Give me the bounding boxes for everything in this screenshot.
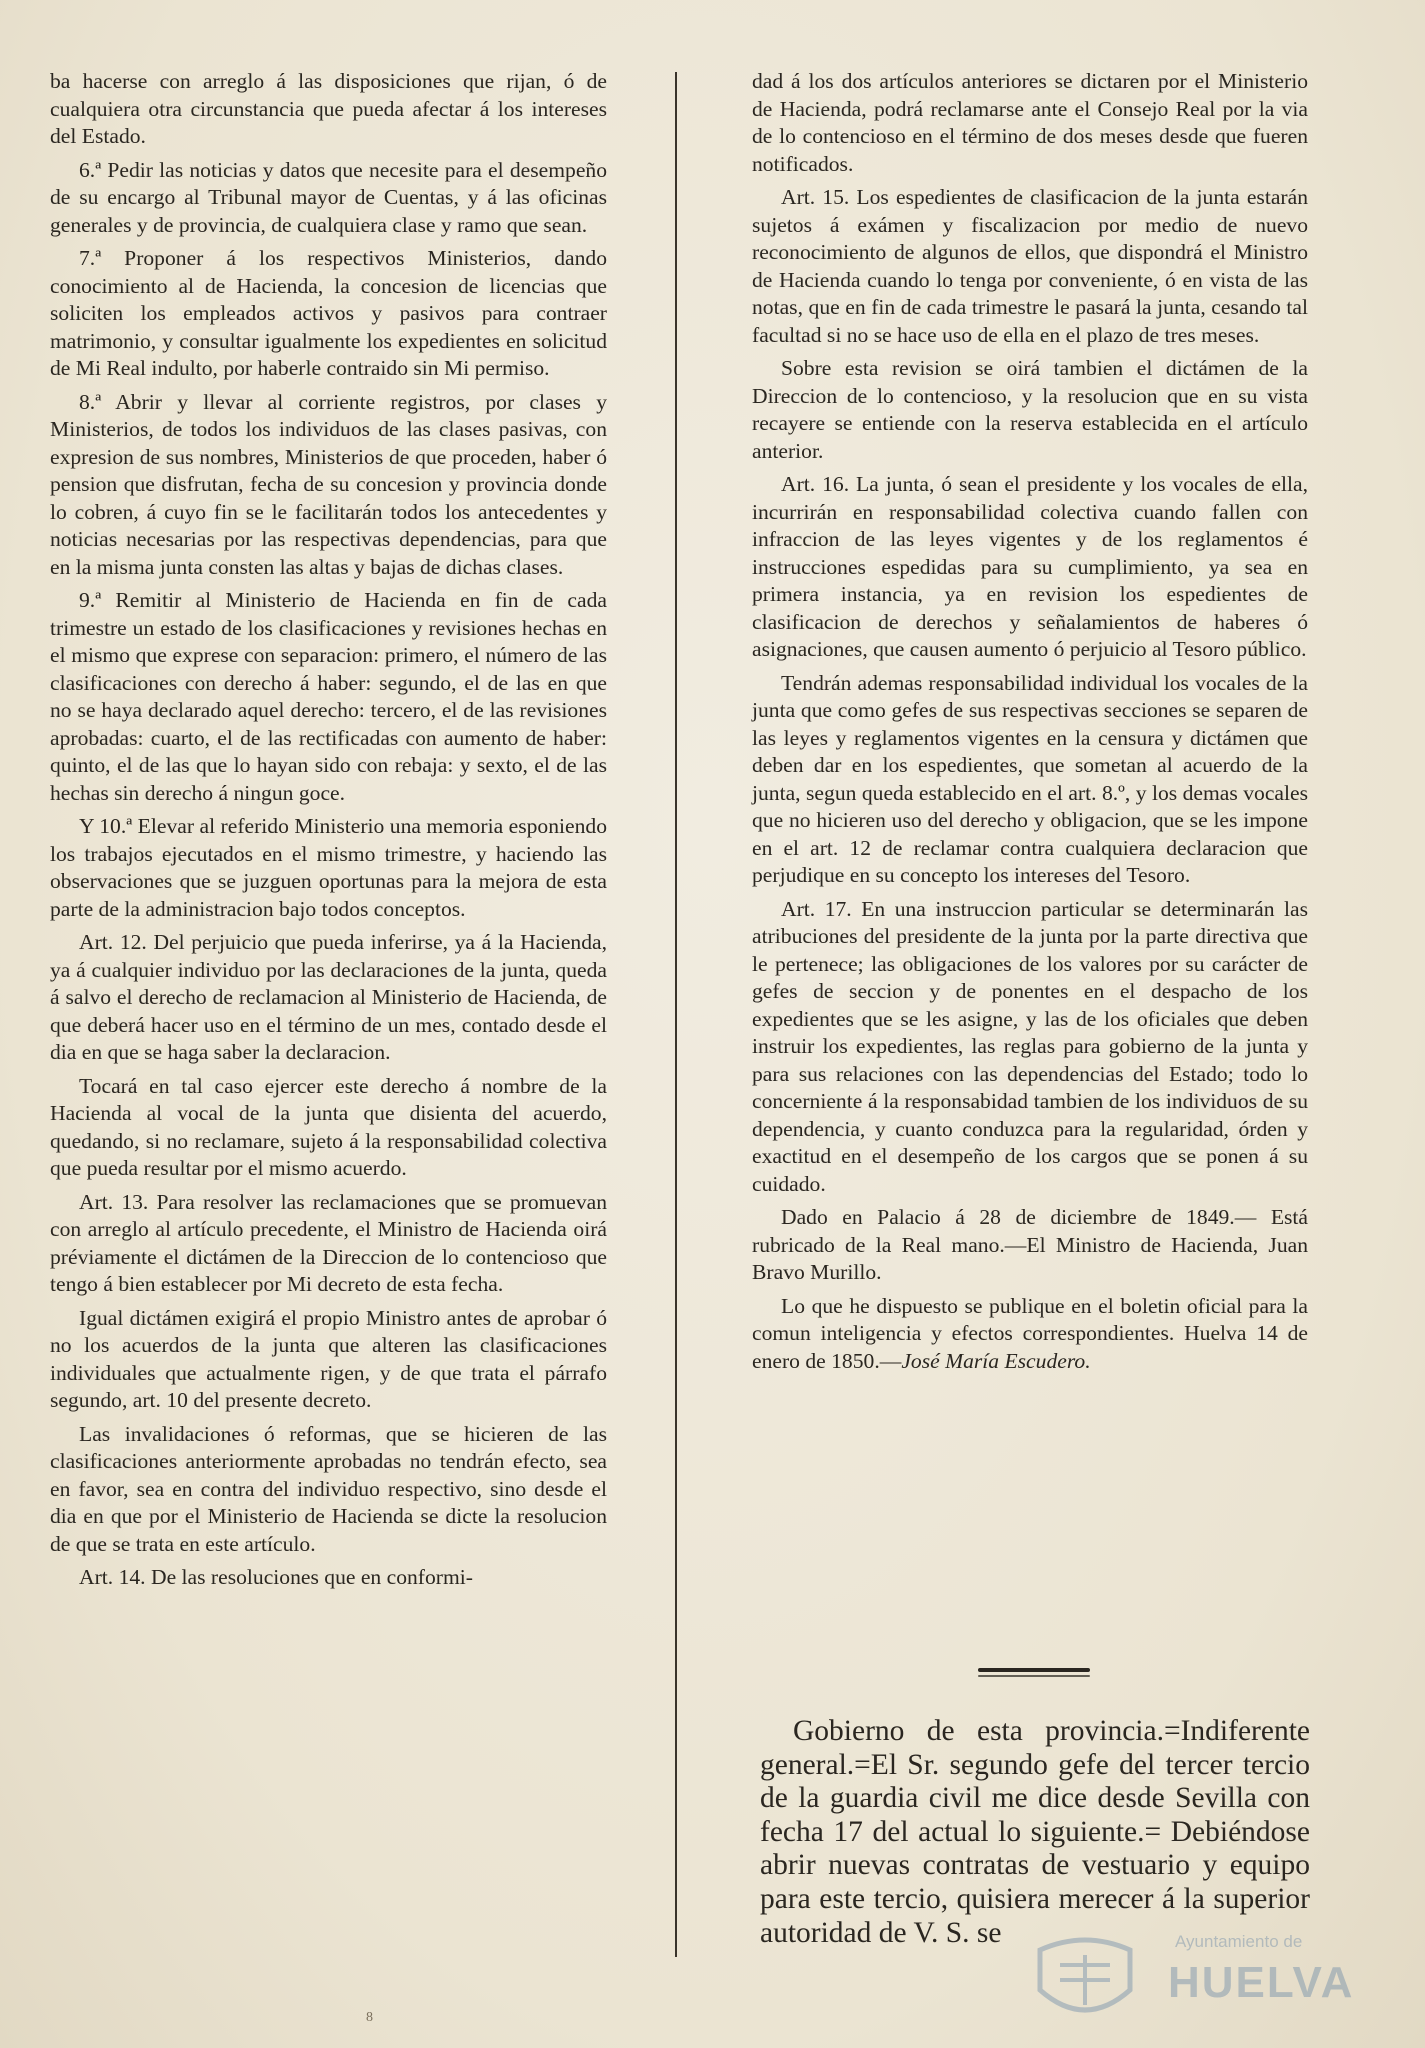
paragraph-text: 6.ª Pedir las noticias y datos que necesite para el desempeño de su encargo al Tribunal mayor de Cuentas, y á las oficinas generales y de provincia, de cualquiera clase y ramo que sean. (50, 157, 607, 237)
left-column-paragraph (50, 1564, 607, 1592)
paragraph-text: Art. 17. En una instruccion particular se determinarán las atribuciones del presidente de la junta por la parte directiva que le pertenece; las obligaciones de los valores por su carácter de gefes de seccion y de ponentes en el despacho de los expedientes que se les asigne, y las de los oficiales que deben instruir los expedientes, las reglas para gobierno de la junta y para sus relaciones con las dependencias del Estado; todo lo concerniente á la responsabidad tambien de los individuos de su dependencia, y cuanto conduzca para la regularidad, órden y exactitud en el desempeño de los cargos que se ponen á su cuidado. (752, 896, 1308, 1196)
right-column-paragraph (752, 184, 1308, 349)
right-column-paragraph (752, 1293, 1308, 1376)
paragraph-text: 9.ª Remitir al Ministerio de Hacienda en fin de cada trimestre un estado de los clasificaciones y revisiones hechas en el mismo que exprese con separacion: primero, el número de las clasificaciones con derecho á haber: segundo, el de las en que no se haya declarado aquel derecho: tercero, el de las revisiones aprobadas: cuarto, el de las rectificadas con aumento de haber: quinto, el de las que lo hayan sido con rebaja: y sexto, el de las hechas sin derecho á ningun goce. (50, 588, 607, 805)
government-notice: Gobierno de esta provincia.=Indiferente general.=El Sr. segundo gefe del tercer tercio de la guardia civil me dice desde Sevilla con fecha 17 del actual lo siguiente.= Debiéndose abrir nuevas contratas de vestuario y equipo para este tercio, quisiera merecer á la superior autoridad de V. S. se (760, 1715, 1310, 1949)
paragraph-text: Sobre esta revision se oirá tambien el dictámen de la Direccion de lo contencioso, y la resolucion que en su vista recayere se entiende con la reserva establecida en el artículo anterior. (752, 356, 1308, 463)
page-number: 8 (366, 2010, 373, 2025)
left-column-paragraph (50, 1189, 607, 1299)
watermark-big-text: HUELVA (1168, 1958, 1355, 2007)
paragraph-text: Igual dictámen exigirá el propio Ministro antes de aprobar ó no los acuerdos de la junta que alteren las clasificaciones individuales que actualmente rigen, y de que trata el párrafo segundo, art. 10 del presente decreto. (50, 1305, 607, 1412)
right-column-paragraph (752, 471, 1308, 664)
paragraph-text: 8.ª Abrir y llevar al corriente registros, por clases y Ministerios, de todos los individuos de las clases pasivas, con expresion de sus nombres, Ministerios de que proceden, haber ó pension que disfrutan, fecha de su concesion y provincia donde lo cobren, á cuyo fin se le facilitarán todos los antecedentes y noticias necesarias por las respectivas dependencias, para que en la misma junta consten las altas y bajas de dichas clases. (50, 389, 607, 579)
paragraph-text: Y 10.ª Elevar al referido Ministerio una memoria esponiendo los trabajos ejecutados en el mismo trimestre, y haciendo las observaciones que se juzguen oportunas para la mejora de esta parte de la administracion bajo todos conceptos. (50, 814, 607, 921)
section-rule-thin (978, 1675, 1090, 1677)
left-column (50, 68, 607, 1598)
left-column-paragraph (50, 157, 607, 240)
left-column-paragraph (50, 1305, 607, 1415)
right-column-paragraph (752, 670, 1308, 890)
paragraph-text: Art. 15. Los espedientes de clasificacion de la junta estarán sujetos á exámen y fiscalizacion por medio de nuevo reconocimiento de algunos de ellos, que dispondrá el Ministro de Hacienda cuando lo tenga por conveniente, ó en vista de las notas, que en fin de cada trimestre le pasará la junta, cesando tal facultad si no se hace uso de ella en el plazo de tres meses. (752, 185, 1308, 347)
paragraph-text: Art. 12. Del perjuicio que pueda inferirse, ya á la Hacienda, ya á cualquier individuo por las declaraciones de la junta, queda á salvo el derecho de reclamacion al Ministerio de Hacienda, de que deberá hacer uso en el término de un mes, contado desde el dia en que se haga saber la declaracion. (50, 930, 607, 1064)
left-column-paragraph (50, 813, 607, 923)
left-column-paragraph (50, 1073, 607, 1183)
paragraph-text: Tendrán ademas responsabilidad individual los vocales de la junta que como gefes de sus respectivas secciones se separen de las leyes y reglamentos vigentes en la censura y dictámen que deben dar en los espedientes, que sometan al acuerdo de la junta, segun queda establecido en el art. 8.º, y los demas vocales que no hicieren uso del derecho y obligacion, que se les impone en el art. 12 de reclamar contra cualquiera declaracion que perjudique en su concepto los intereses del Tesoro. (752, 670, 1308, 887)
right-column-paragraph (752, 896, 1308, 1199)
paragraph-text: Art. 14. De las resoluciones que en conformi- (79, 1565, 473, 1589)
crest-icon (1020, 1930, 1150, 2030)
paragraph-text: Dado en Palacio á 28 de diciembre de 1849.— Está rubricado de la Real mano.—El Ministro de Hacienda, Juan Bravo Murillo. (752, 1205, 1308, 1284)
watermark-small-text: Ayuntamiento de (1175, 1932, 1303, 1951)
right-column (752, 68, 1308, 1381)
left-column-paragraph (50, 389, 607, 582)
paragraph-text: Tocará en tal caso ejercer este derecho á nombre de la Hacienda al vocal de la junta que disienta del acuerdo, quedando, si no reclamare, sujeto á la responsabilidad colectiva que pueda resultar por el mismo acuerdo. (50, 1073, 607, 1180)
paragraph-text: dad á los dos artículos anteriores se dictaren por el Ministerio de Hacienda, podrá reclamarse ante el Consejo Real por la via de lo contencioso en el término de dos meses desde que fueren notificados. (752, 69, 1308, 176)
right-column-paragraph (752, 1204, 1308, 1287)
section-rule (978, 1668, 1090, 1672)
left-column-paragraph (50, 245, 607, 383)
paragraph-text: Art. 13. Para resolver las reclamaciones que se promuevan con arreglo al artículo precedente, el Ministro de Hacienda oirá préviamente el dictámen de la Direccion de lo contencioso que tengo á bien establecer por Mi decreto de esta fecha. (50, 1189, 607, 1296)
signature: José María Escudero. (901, 1348, 1091, 1373)
column-divider (675, 72, 677, 1957)
left-column-paragraph (50, 1421, 607, 1559)
paragraph-text: Art. 16. La junta, ó sean el presidente y los vocales de ella, incurrirán en responsabilidad colectiva cuando fallen con infraccion de las leyes vigentes y de los reglamentos é instrucciones espedidas para su cumplimiento, ya sea en primera instancia, ya en revision los espedientes de clasificacion de derechos y señalamientos de haberes ó asignaciones, que causen aumento ó perjuicio al Tesoro público. (752, 472, 1308, 661)
paragraph-text: Las invalidaciones ó reformas, que se hicieren de las clasificaciones anteriormente aprobadas no tendrán efecto, sea en favor, sea en contra del individuo respectivo, sino desde el dia en que por el Ministerio de Hacienda se dicte la resolucion de que se trata en este artículo. (50, 1421, 607, 1556)
right-column-paragraph (752, 68, 1308, 178)
paragraph-text: 7.ª Proponer á los respectivos Ministerios, dando conocimiento al de Hacienda, la concesion de licencias que soliciten los empleados activos y pasivos para contraer matrimonio, y consultar igualmente los expedientes en solicitud de Mi Real indulto, por haberle contraido sin Mi permiso. (50, 246, 607, 380)
left-column-paragraph (50, 587, 607, 807)
left-column-paragraph (50, 929, 607, 1067)
paragraph-text: ba hacerse con arreglo á las disposiciones que rijan, ó de cualquiera otra circunstancia que pueda afectar á los intereses del Estado. (50, 69, 607, 148)
left-column-paragraph (50, 68, 607, 151)
watermark-logo (1020, 1930, 1355, 2030)
right-column-paragraph (752, 355, 1308, 465)
paragraph-text: Lo que he dispuesto se publique en el boletin oficial para la comun inteligencia y efectos correspondientes. Huelva 14 de enero de 1850.— (752, 1293, 1308, 1373)
